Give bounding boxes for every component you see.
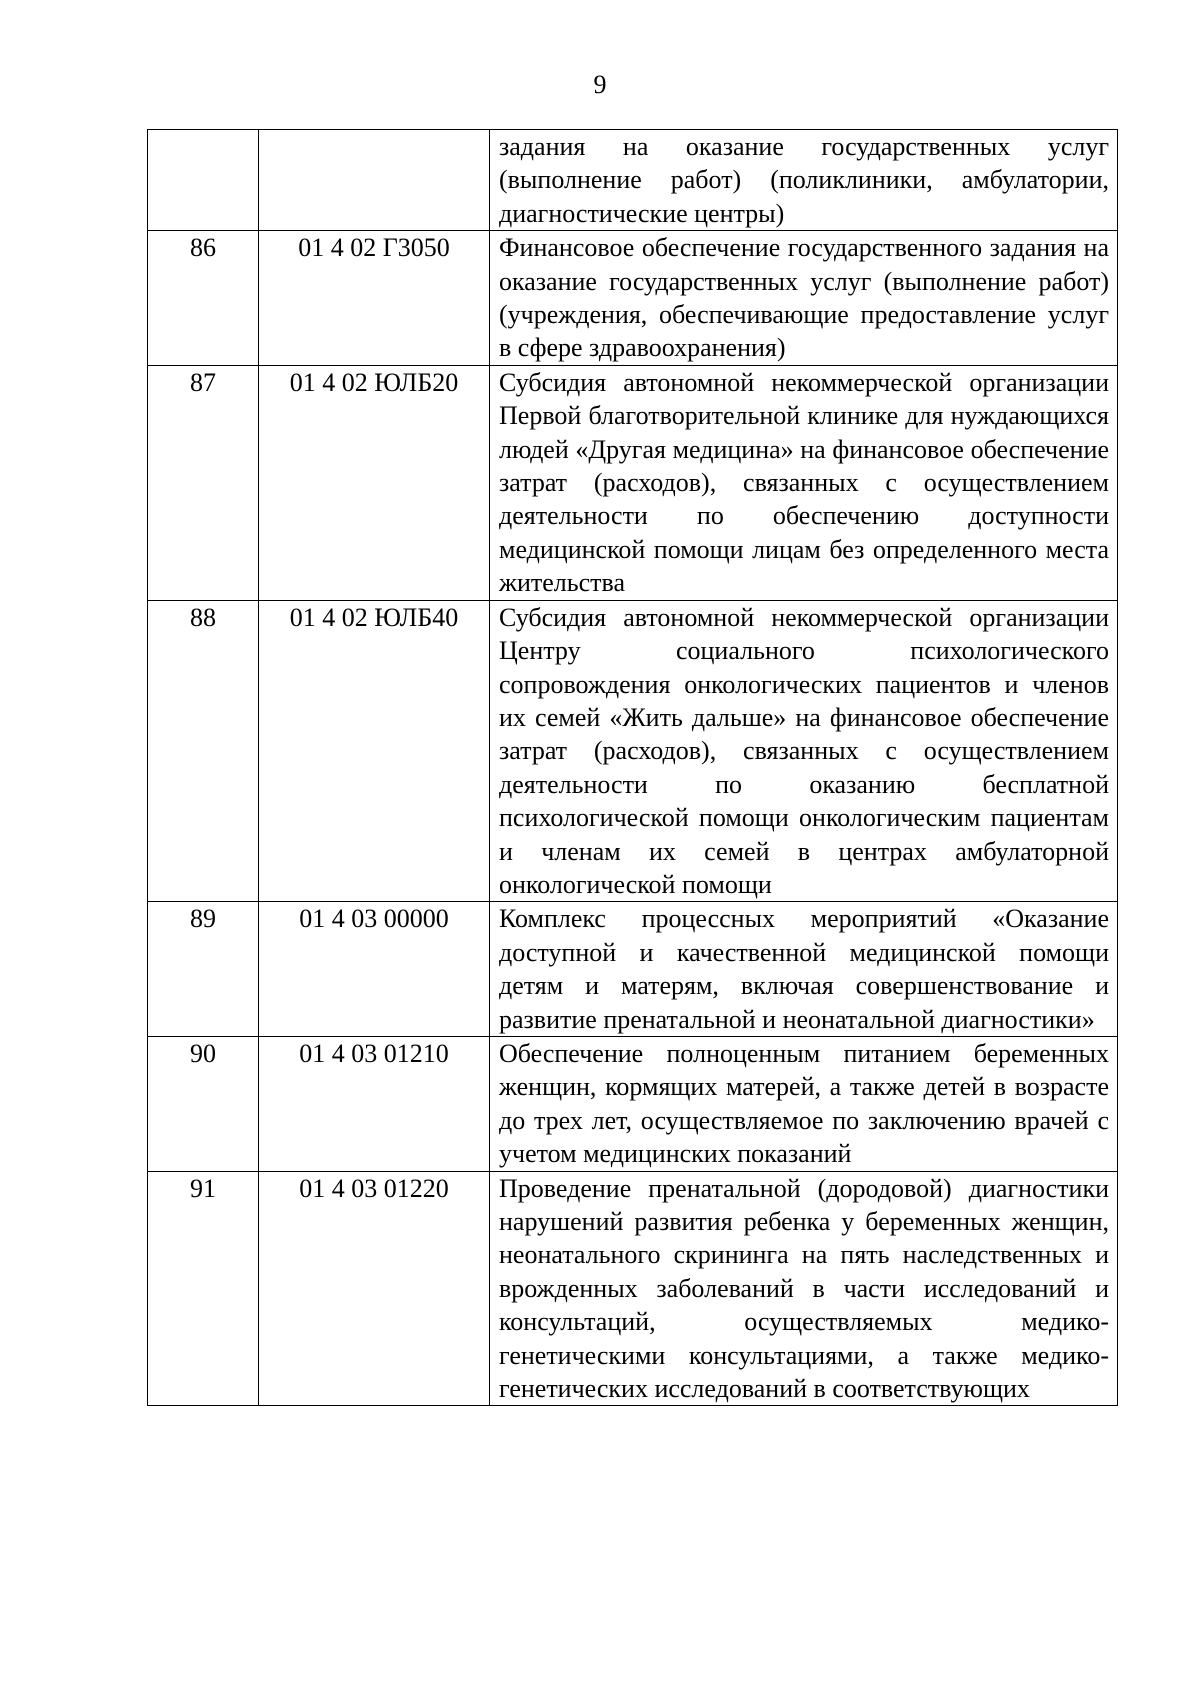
budget-classification-table [147,129,1118,1406]
row-number-cell: 87 [148,365,259,600]
target-code-cell: 01 4 02 ЮЛБ40 [259,600,490,902]
target-code-cell: 01 4 02 Г3050 [259,231,490,366]
table-row [148,600,1118,902]
table-row [148,231,1118,366]
expense-name-cell: Обеспечение полноценным питанием беременных женщин, кормящих матерей, а также детей в возрасте до трех лет, осуществляемое по заключению врачей с учетом медицинских показаний [490,1036,1118,1171]
target-code-cell: 01 4 02 ЮЛБ20 [259,365,490,600]
target-code-cell: 01 4 03 01210 [259,1036,490,1171]
table-row [148,902,1118,1037]
row-number-cell: 86 [148,231,259,366]
target-code-cell: 01 4 03 00000 [259,902,490,1037]
expense-name-cell: Комплекс процессных мероприятий «Оказание доступной и качественной медицинской помощи детям и матерям, включая совершенствование и развитие пренатальной и неонатальной диагностики» [490,902,1118,1037]
target-code-cell [259,130,490,231]
row-number-cell [148,130,259,231]
target-code-cell: 01 4 03 01220 [259,1171,490,1406]
row-number-cell: 91 [148,1171,259,1406]
expense-name-cell: Субсидия автономной некоммерческой организации Центру социального психологического сопровождения онкологических пациентов и членов их семей «Жить дальше» на финансовое обеспечение затрат (расходов), связанных с осуществлением деятельности по оказанию бесплатной психологической помощи онкологическим пациентам и членам их семей в центрах амбулаторной онкологической помощи [490,600,1118,902]
table-row [148,1171,1118,1406]
expense-name-cell: Субсидия автономной некоммерческой организации Первой благотворительной клинике для нуждающихся людей «Другая медицина» на финансовое обеспечение затрат (расходов), связанных с осуществлением деятельности по обеспечению доступности медицинской помощи лицам без определенного места жительства [490,365,1118,600]
table-row [148,365,1118,600]
expense-name-cell: Финансовое обеспечение государственного задания на оказание государственных услуг (выполнение работ) (учреждения, обеспечивающие предоставление услуг в сфере здравоохранения) [490,231,1118,366]
table-row [148,1036,1118,1171]
page-number: 9 [593,70,607,99]
expense-name-cell: Проведение пренатальной (дородовой) диагностики нарушений развития ребенка у беременных женщин, неонатального скрининга на пять наследственных и врожденных заболеваний в части исследований и консультаций, осуществляемых медико-генетическими консультациями, а также медико-генетических исследований в соответствующих [490,1171,1118,1406]
table-row [148,130,1118,231]
row-number-cell: 90 [148,1036,259,1171]
expense-name-cell: задания на оказание государственных услуг (выполнение работ) (поликлиники, амбулатории, диагностические центры) [490,130,1118,231]
row-number-cell: 89 [148,902,259,1037]
row-number-cell: 88 [148,600,259,902]
